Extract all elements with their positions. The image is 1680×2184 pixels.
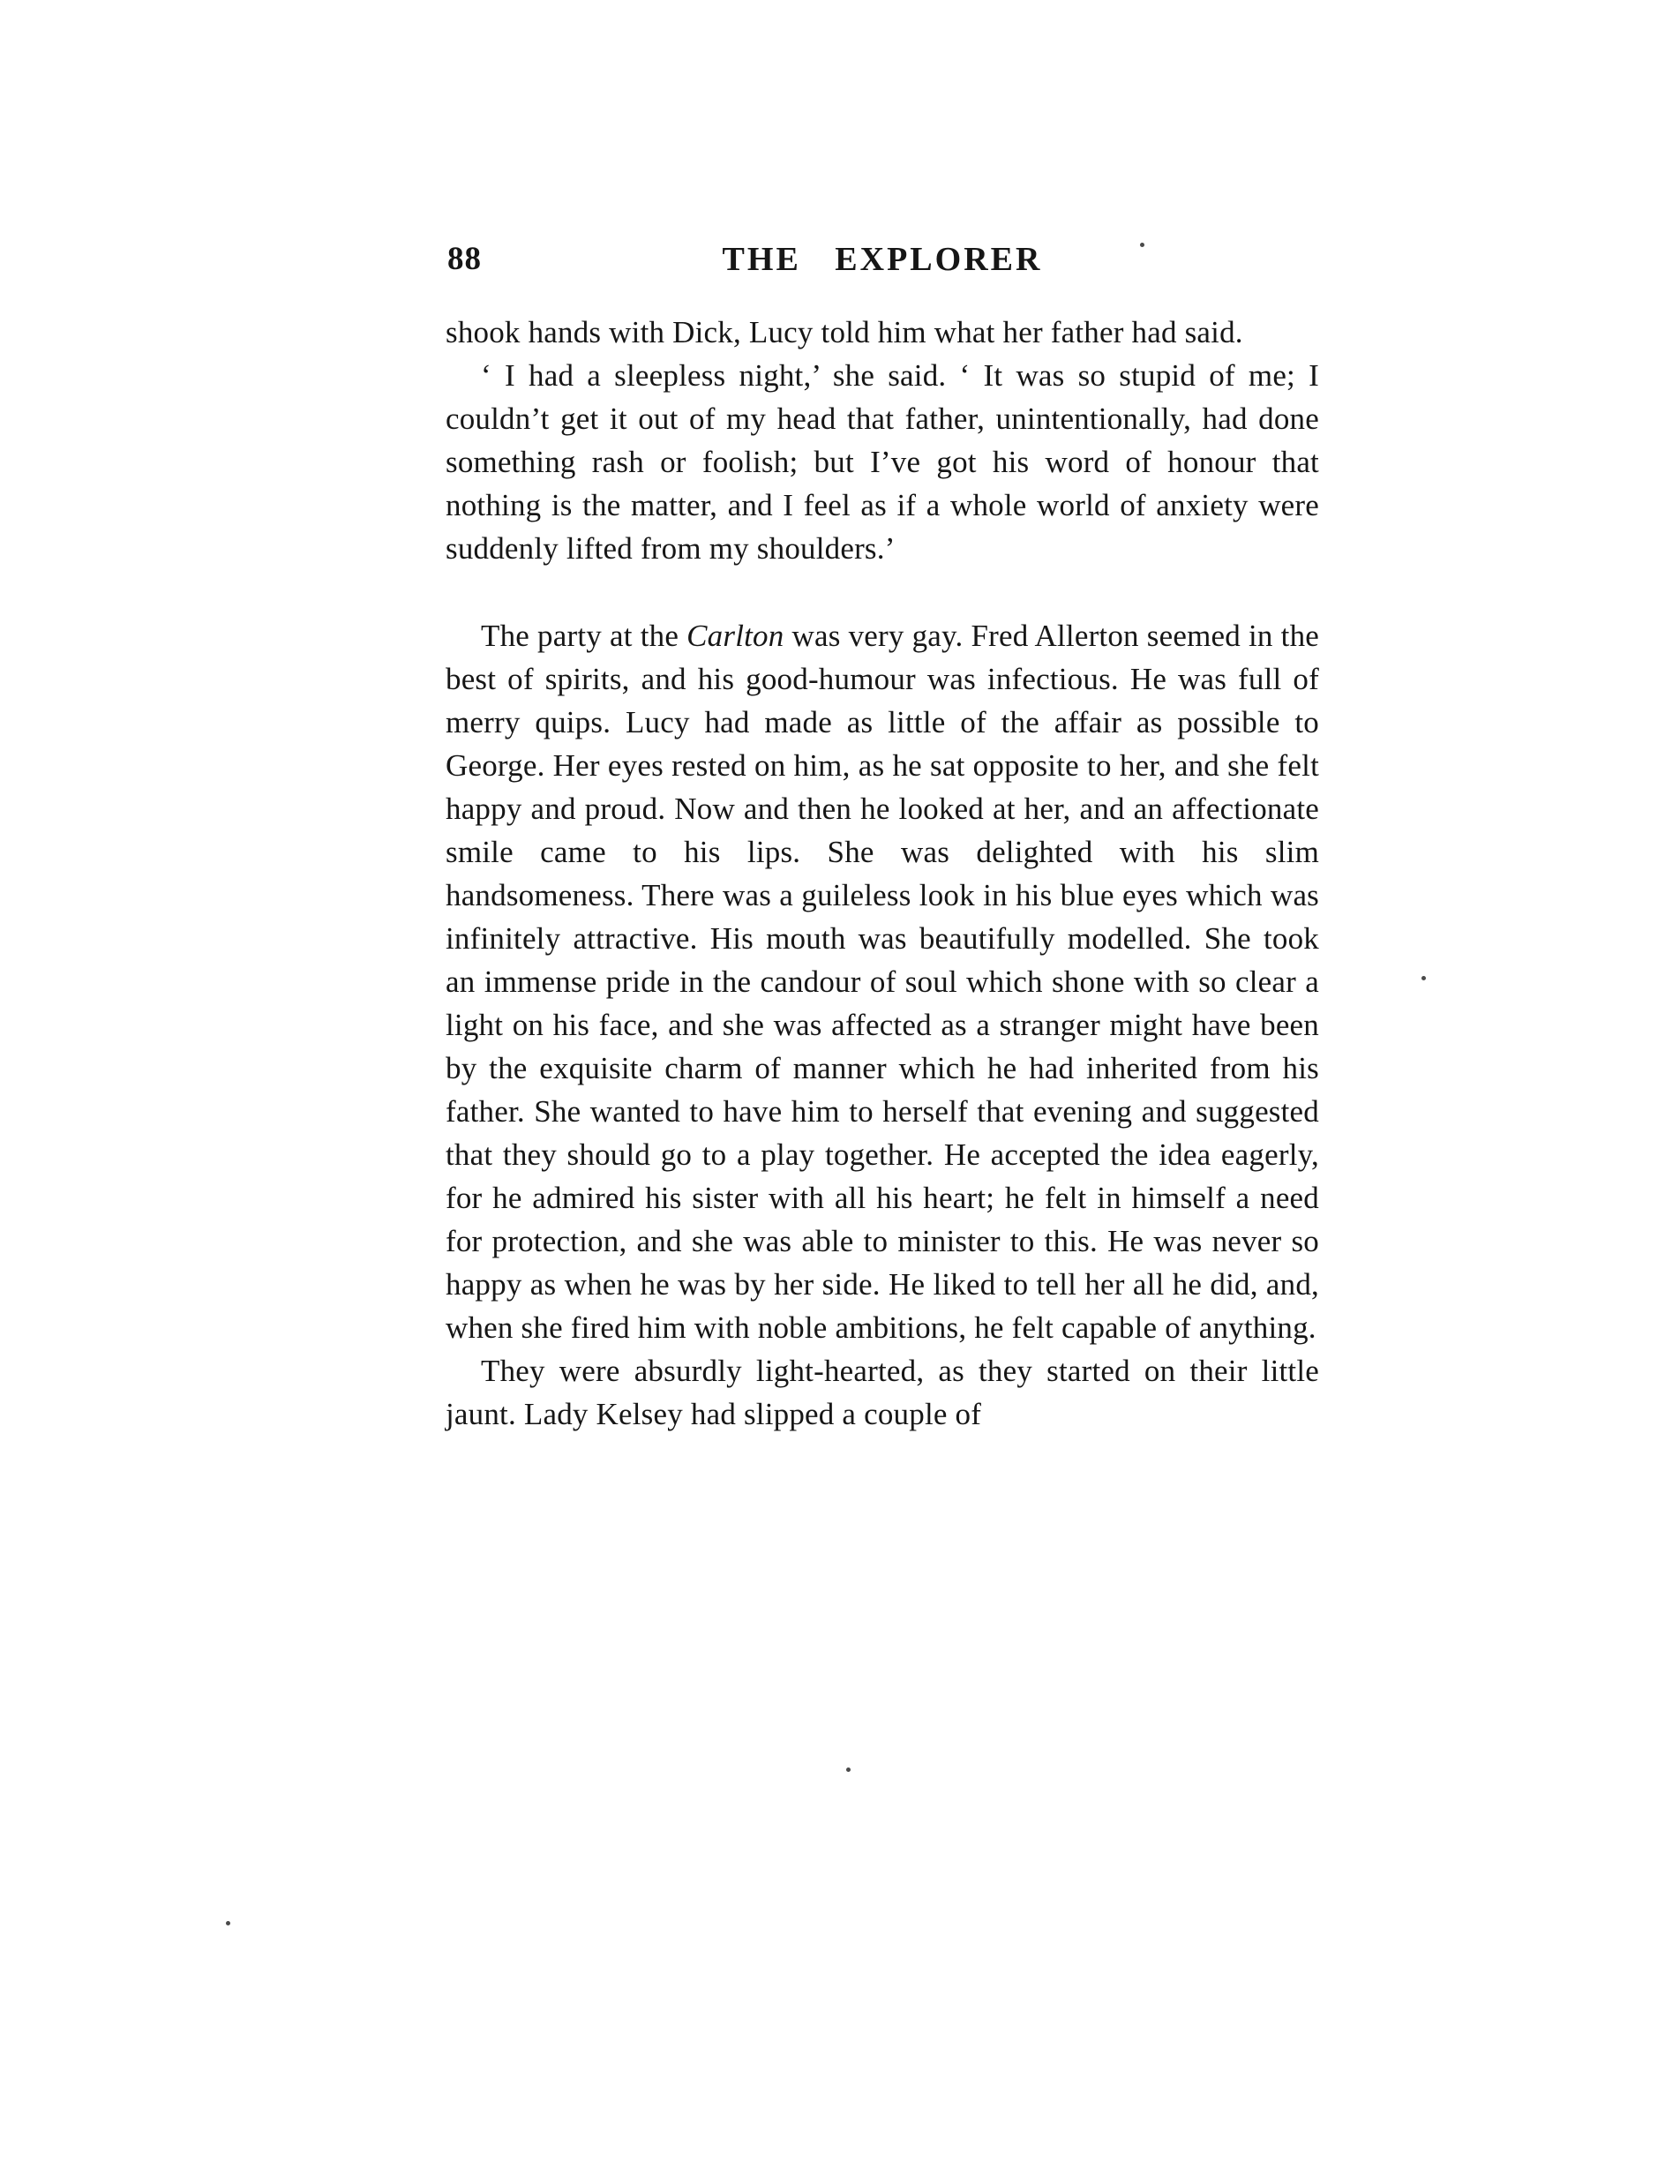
page-title: THE EXPLORER: [722, 241, 1043, 278]
body-text: was very gay. Fred Allerton seemed in the best of spirits, and his good-humour was infectious. He was full of merry quips. Lucy had made as little of the affair as possible to George. Her eyes rested on him, as he sat opposite to her, and she felt happy and proud. Now and then he looked at her, and an affectionate smile came to his lips. She was delighted with his slim handsomeness. There was a guileless look in his blue eyes which was infinitely attractive. His mouth was beautifully modelled. She took an immense pride in the candour of soul which shone with so clear a light on his face, and she was affected as a stranger might have been by the exquisite charm of manner which he had inherited from his father. She wanted to have him to herself that evening and suggested that they should go to a play together. He accepted the idea eagerly, for he admired his sister with all his heart; he felt in himself a need for protection, and she was able to minister to this. He was never so happy as when he was by her side. He liked to tell her all he did, and, when she fired him with noble ambitions, he felt capable of anything.: [446, 619, 1320, 1345]
paragraph: [446, 614, 1319, 1349]
body-text: They were absurdly light-hearted, as they started on their little jaunt. Lady Kelsey had slipped a couple of: [446, 1354, 1319, 1431]
scan-speck: [226, 1921, 230, 1925]
page-number: 88: [447, 241, 482, 277]
scan-speck: [1421, 976, 1426, 980]
text-block: [446, 311, 1319, 1436]
page-header: [446, 240, 1319, 286]
body-text: shook hands with Dick, Lucy told him what her father had said.: [446, 315, 1243, 349]
paragraph: [446, 354, 1319, 570]
paragraph: [446, 311, 1319, 354]
italic-text: Carlton: [686, 619, 784, 653]
scan-speck: [846, 1767, 851, 1772]
body-text: ‘ I had a sleepless night,’ she said. ‘ It was so stupid of me; I couldn’t get it out of my head that father, unintentionally, had done something rash or foolish; but I’ve got his word of honour that nothing is the matter, and I feel as if a whole world of anxiety were suddenly lifted from my shoulders.’: [446, 358, 1319, 566]
scan-speck: [1140, 243, 1144, 247]
paragraph: [446, 1349, 1319, 1436]
body-text: The party at the: [481, 619, 687, 653]
